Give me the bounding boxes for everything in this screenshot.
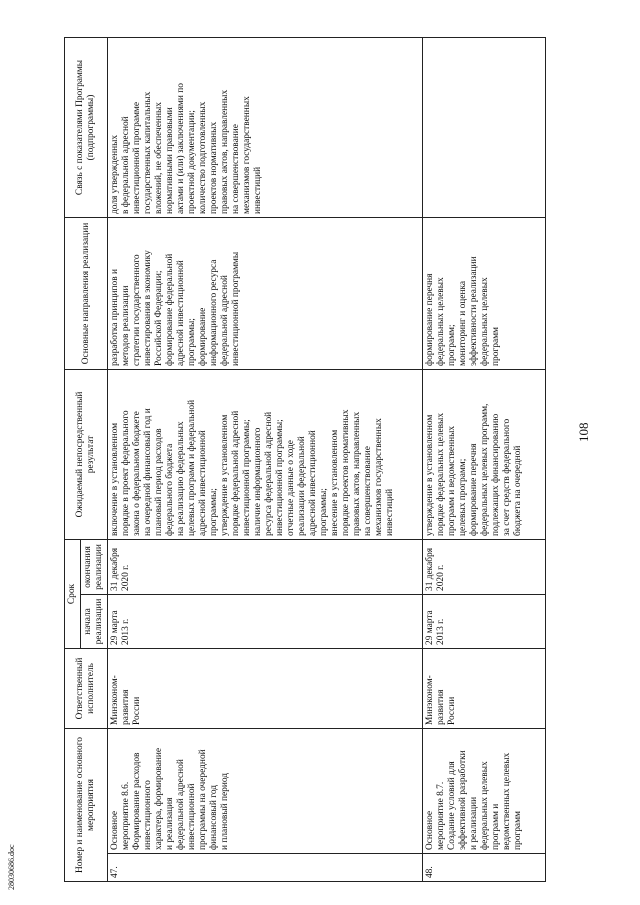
header-result: Ожидаемый непосредственный результат xyxy=(65,369,108,539)
header-row-1 xyxy=(65,37,81,881)
end-date: 31 декабря 2020 г. xyxy=(423,539,546,594)
directions: формирование перечня федеральных целевых программ; мониторинг и оценка эффективности реализации федеральных целевых программ xyxy=(423,217,546,369)
directions: разработка принципов и методов реализации стратегии государственного инвестирования в экономику Российской Федерации; формирование федеральной адресной инвестиционной программы; формирование информационного ресурса федеральной адресной инвестиционной программы xyxy=(108,217,423,369)
measure-name: Основное мероприятие 8.7. Создание условий для эффективной разработки и реализации федеральных целевых программ и ведомственных целевых программ xyxy=(423,728,546,853)
header-num-name: Номер и наименование основного мероприятия xyxy=(65,728,108,881)
end-date: 31 декабря 2020 г. xyxy=(108,539,423,594)
header-end: окончания реализации xyxy=(81,539,108,594)
start-date: 29 марта 2013 г. xyxy=(108,594,423,648)
expected-result: включение в установленном порядке в проект федерального закона о федеральном бюджете на очередной финансовый год и плановый период расходов федерального бюджета на реализацию федеральных целевых программ и федеральной адресной инвестиционной программы; утверждение в установленном порядке федеральной адресной инвестиционной программы; наличие информационного ресурса федеральной адресной инвестиционной программы; отчетные данные о ходе реализации федеральной адресной инвестиционной программы; внесение в установленном порядке проектов нормативных правовых актов, направленных на совершенствование механизмов государственных инвестиций xyxy=(108,369,423,539)
header-link: Связь с показателями Программы (подпрограммы) xyxy=(65,37,108,217)
header-term: Срок xyxy=(65,539,81,648)
executor: Минэконом- развития России xyxy=(108,648,423,728)
header-directions: Основные направления реализации xyxy=(65,217,108,369)
executor: Минэконом- развития России xyxy=(423,648,546,728)
table-row xyxy=(423,37,546,881)
header-executor: Ответственный исполнитель xyxy=(65,648,108,728)
start-date: 29 марта 2013 г. xyxy=(423,594,546,648)
measures-table xyxy=(64,37,546,882)
row-number: 48. xyxy=(423,854,546,882)
measure-name: Основное мероприятие 8.6. Формирование расходов инвестиционного характера, формирование и реализация федеральной адресной инвестиционной программы на очередной финансовый год и плановый период xyxy=(108,728,423,853)
page-number: 108 xyxy=(576,422,591,442)
row-number: 47. xyxy=(108,854,423,882)
expected-result: утверждение в установленном порядке федеральных целевых программ и ведомственных целевых программ; формирование перечня федеральных целевых программ, подлежащих финансированию за счет средств федерального бюджета на очередной xyxy=(423,369,546,539)
program-link xyxy=(423,37,546,217)
rotated-table-container xyxy=(64,38,575,882)
program-link: доля утвержденных в федеральной адресной инвестиционной программе государственных капитальных вложений, не обеспеченных нормативными правовыми актами и (или) заключениями по проектной документации; количество подготовленных проектов нормативных правовых актов, направленных на совершенствование механизмов государственных инвестиций xyxy=(108,37,423,217)
footer-filename: 28030686.doc xyxy=(7,844,16,890)
table-row xyxy=(108,37,423,881)
header-start: начала реализации xyxy=(81,594,108,648)
